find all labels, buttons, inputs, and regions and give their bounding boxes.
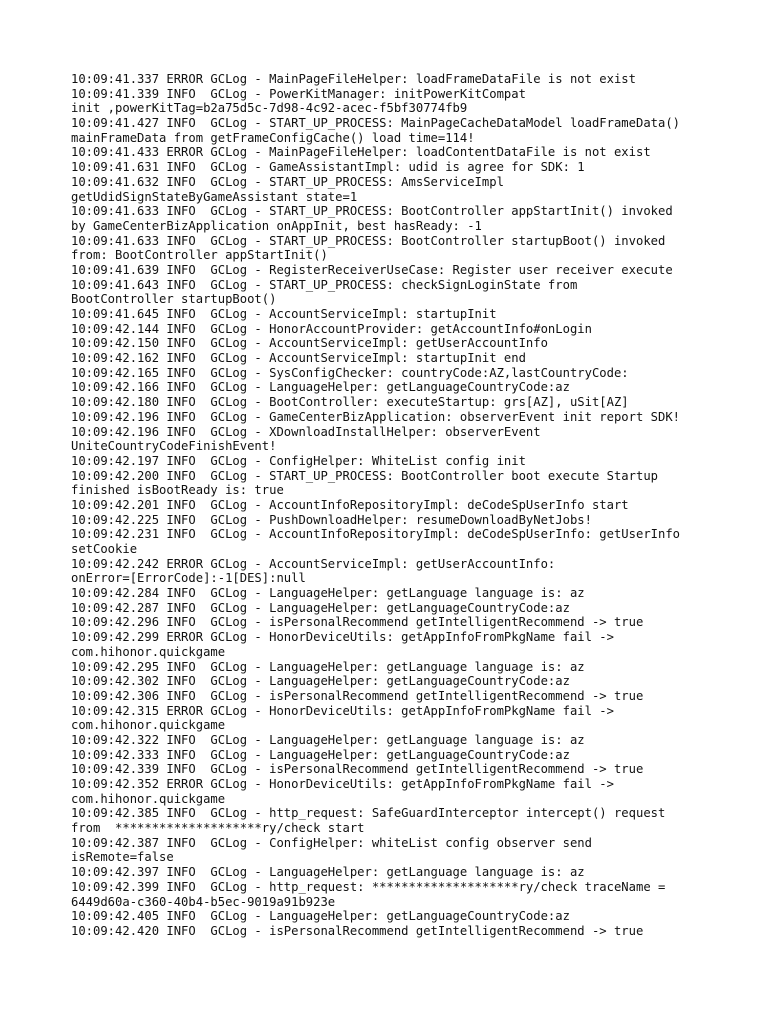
log-line: 10:09:42.385 INFO GCLog - http_request: SafeGuardInterceptor intercept() request xyxy=(71,806,666,821)
log-line: 10:09:42.295 INFO GCLog - LanguageHelper: getLanguage language is: az xyxy=(71,659,585,674)
log-line: init ,powerKitTag=b2a75d5c-7d98-4c92-acec-f5bf30774fb9 xyxy=(71,101,468,116)
log-line: 10:09:42.144 INFO GCLog - HonorAccountProvider: getAccountInfo#onLogin xyxy=(71,321,592,336)
log-line: from: BootController appStartInit() xyxy=(71,248,328,263)
log-line: 10:09:42.284 INFO GCLog - LanguageHelper: getLanguage language is: az xyxy=(71,586,585,601)
log-line: BootController startupBoot() xyxy=(71,292,277,307)
log-line: mainFrameData from getFrameConfigCache() load time=114! xyxy=(71,130,475,145)
log-line: 10:09:42.287 INFO GCLog - LanguageHelper: getLanguageCountryCode:az xyxy=(71,600,570,615)
log-line: 10:09:42.225 INFO GCLog - PushDownloadHelper: resumeDownloadByNetJobs! xyxy=(71,512,592,527)
log-text xyxy=(71,72,711,939)
log-line: 10:09:42.352 ERROR GCLog - HonorDeviceUtils: getAppInfoFromPkgName fail -> xyxy=(71,777,614,791)
log-line: 10:09:41.633 INFO GCLog - START_UP_PROCESS: BootController appStartInit() invoked xyxy=(71,204,673,219)
log-line: 10:09:42.306 INFO GCLog - isPersonalRecommend getIntelligentRecommend -> true xyxy=(71,688,644,703)
log-line: 10:09:42.165 INFO GCLog - SysConfigChecker: countryCode:AZ,lastCountryCode: xyxy=(71,365,629,380)
log-line: 10:09:42.162 INFO GCLog - AccountServiceImpl: startupInit end xyxy=(71,351,526,366)
log-line: getUdidSignStateByGameAssistant state=1 xyxy=(71,189,358,204)
log-line: from ********************ry/check start xyxy=(71,821,365,836)
log-line: 10:09:42.387 INFO GCLog - ConfigHelper: whiteList config observer send xyxy=(71,835,592,850)
log-line: UniteCountryCodeFinishEvent! xyxy=(71,439,277,454)
log-line: 10:09:41.339 INFO GCLog - PowerKitManager: initPowerKitCompat xyxy=(71,86,526,101)
log-line: finished isBootReady is: true xyxy=(71,483,284,498)
log-line: 10:09:42.197 INFO GCLog - ConfigHelper: WhiteList config init xyxy=(71,453,526,468)
log-line: 10:09:42.302 INFO GCLog - LanguageHelper: getLanguageCountryCode:az xyxy=(71,674,570,689)
log-line: com.hihonor.quickgame xyxy=(71,791,226,806)
log-line: 10:09:42.242 ERROR GCLog - AccountServiceImpl: getUserAccountInfo: xyxy=(71,556,556,571)
log-line: com.hihonor.quickgame xyxy=(71,644,226,659)
log-line: 10:09:41.645 INFO GCLog - AccountServiceImpl: startupInit xyxy=(71,307,497,321)
log-line: 10:09:42.420 INFO GCLog - isPersonalRecommend getIntelligentRecommend -> true xyxy=(71,923,644,938)
log-line: setCookie xyxy=(71,542,138,556)
log-line: 10:09:41.631 INFO GCLog - GameAssistantImpl: udid is agree for SDK: 1 xyxy=(71,160,585,175)
log-line: 10:09:41.643 INFO GCLog - START_UP_PROCESS: checkSignLoginState from xyxy=(71,277,578,292)
log-line: 10:09:42.296 INFO GCLog - isPersonalRecommend getIntelligentRecommend -> true xyxy=(71,615,644,630)
log-line: 10:09:42.166 INFO GCLog - LanguageHelper: getLanguageCountryCode:az xyxy=(71,380,570,395)
log-line: 10:09:42.196 INFO GCLog - GameCenterBizApplication: observerEvent init report SDK! xyxy=(71,409,681,424)
log-line: 10:09:42.150 INFO GCLog - AccountServiceImpl: getUserAccountInfo xyxy=(71,336,548,351)
log-line: 10:09:42.180 INFO GCLog - BootController: executeStartup: grs[AZ], uSit[AZ] xyxy=(71,395,629,410)
log-line: 10:09:41.632 INFO GCLog - START_UP_PROCESS: AmsServiceImpl xyxy=(71,174,504,189)
log-line: isRemote=false xyxy=(71,850,174,865)
log-line: 10:09:42.299 ERROR GCLog - HonorDeviceUtils: getAppInfoFromPkgName fail -> xyxy=(71,630,614,645)
log-line: 10:09:42.399 INFO GCLog - http_request: ********************ry/check traceName = xyxy=(71,879,666,894)
log-line: 10:09:42.333 INFO GCLog - LanguageHelper: getLanguageCountryCode:az xyxy=(71,747,570,762)
log-line: onError=[ErrorCode]:-1[DES]:null xyxy=(71,571,306,586)
log-line: 10:09:41.337 ERROR GCLog - MainPageFileHelper: loadFrameDataFile is not exist xyxy=(71,72,636,86)
log-line: 10:09:42.397 INFO GCLog - LanguageHelper: getLanguage language is: az xyxy=(71,865,585,880)
log-line: 10:09:42.322 INFO GCLog - LanguageHelper: getLanguage language is: az xyxy=(71,732,585,747)
log-line: 10:09:42.201 INFO GCLog - AccountInfoRepositoryImpl: deCodeSpUserInfo start xyxy=(71,497,629,512)
log-line: 10:09:42.200 INFO GCLog - START_UP_PROCESS: BootController boot execute Startup xyxy=(71,468,658,483)
log-line: 10:09:42.315 ERROR GCLog - HonorDeviceUtils: getAppInfoFromPkgName fail -> xyxy=(71,703,614,718)
log-line: 10:09:42.339 INFO GCLog - isPersonalRecommend getIntelligentRecommend -> true xyxy=(71,762,644,777)
log-line: 10:09:41.633 INFO GCLog - START_UP_PROCESS: BootController startupBoot() invoked xyxy=(71,233,666,248)
log-line: 10:09:41.433 ERROR GCLog - MainPageFileHelper: loadContentDataFile is not exist xyxy=(71,145,651,160)
log-line: 10:09:41.639 INFO GCLog - RegisterReceiverUseCase: Register user receiver execute xyxy=(71,262,673,277)
log-line: com.hihonor.quickgame xyxy=(71,718,226,733)
log-line: 6449d60a-c360-40b4-b5ec-9019a91b923e xyxy=(71,894,336,909)
log-line: by GameCenterBizApplication onAppInit, best hasReady: -1 xyxy=(71,218,482,233)
log-line: 10:09:41.427 INFO GCLog - START_UP_PROCESS: MainPageCacheDataModel loadFrameData() xyxy=(71,116,681,131)
log-line: 10:09:42.196 INFO GCLog - XDownloadInstallHelper: observerEvent xyxy=(71,424,541,439)
log-line: 10:09:42.231 INFO GCLog - AccountInfoRepositoryImpl: deCodeSpUserInfo: getUserInfo xyxy=(71,527,681,542)
log-line: 10:09:42.405 INFO GCLog - LanguageHelper: getLanguageCountryCode:az xyxy=(71,909,570,924)
